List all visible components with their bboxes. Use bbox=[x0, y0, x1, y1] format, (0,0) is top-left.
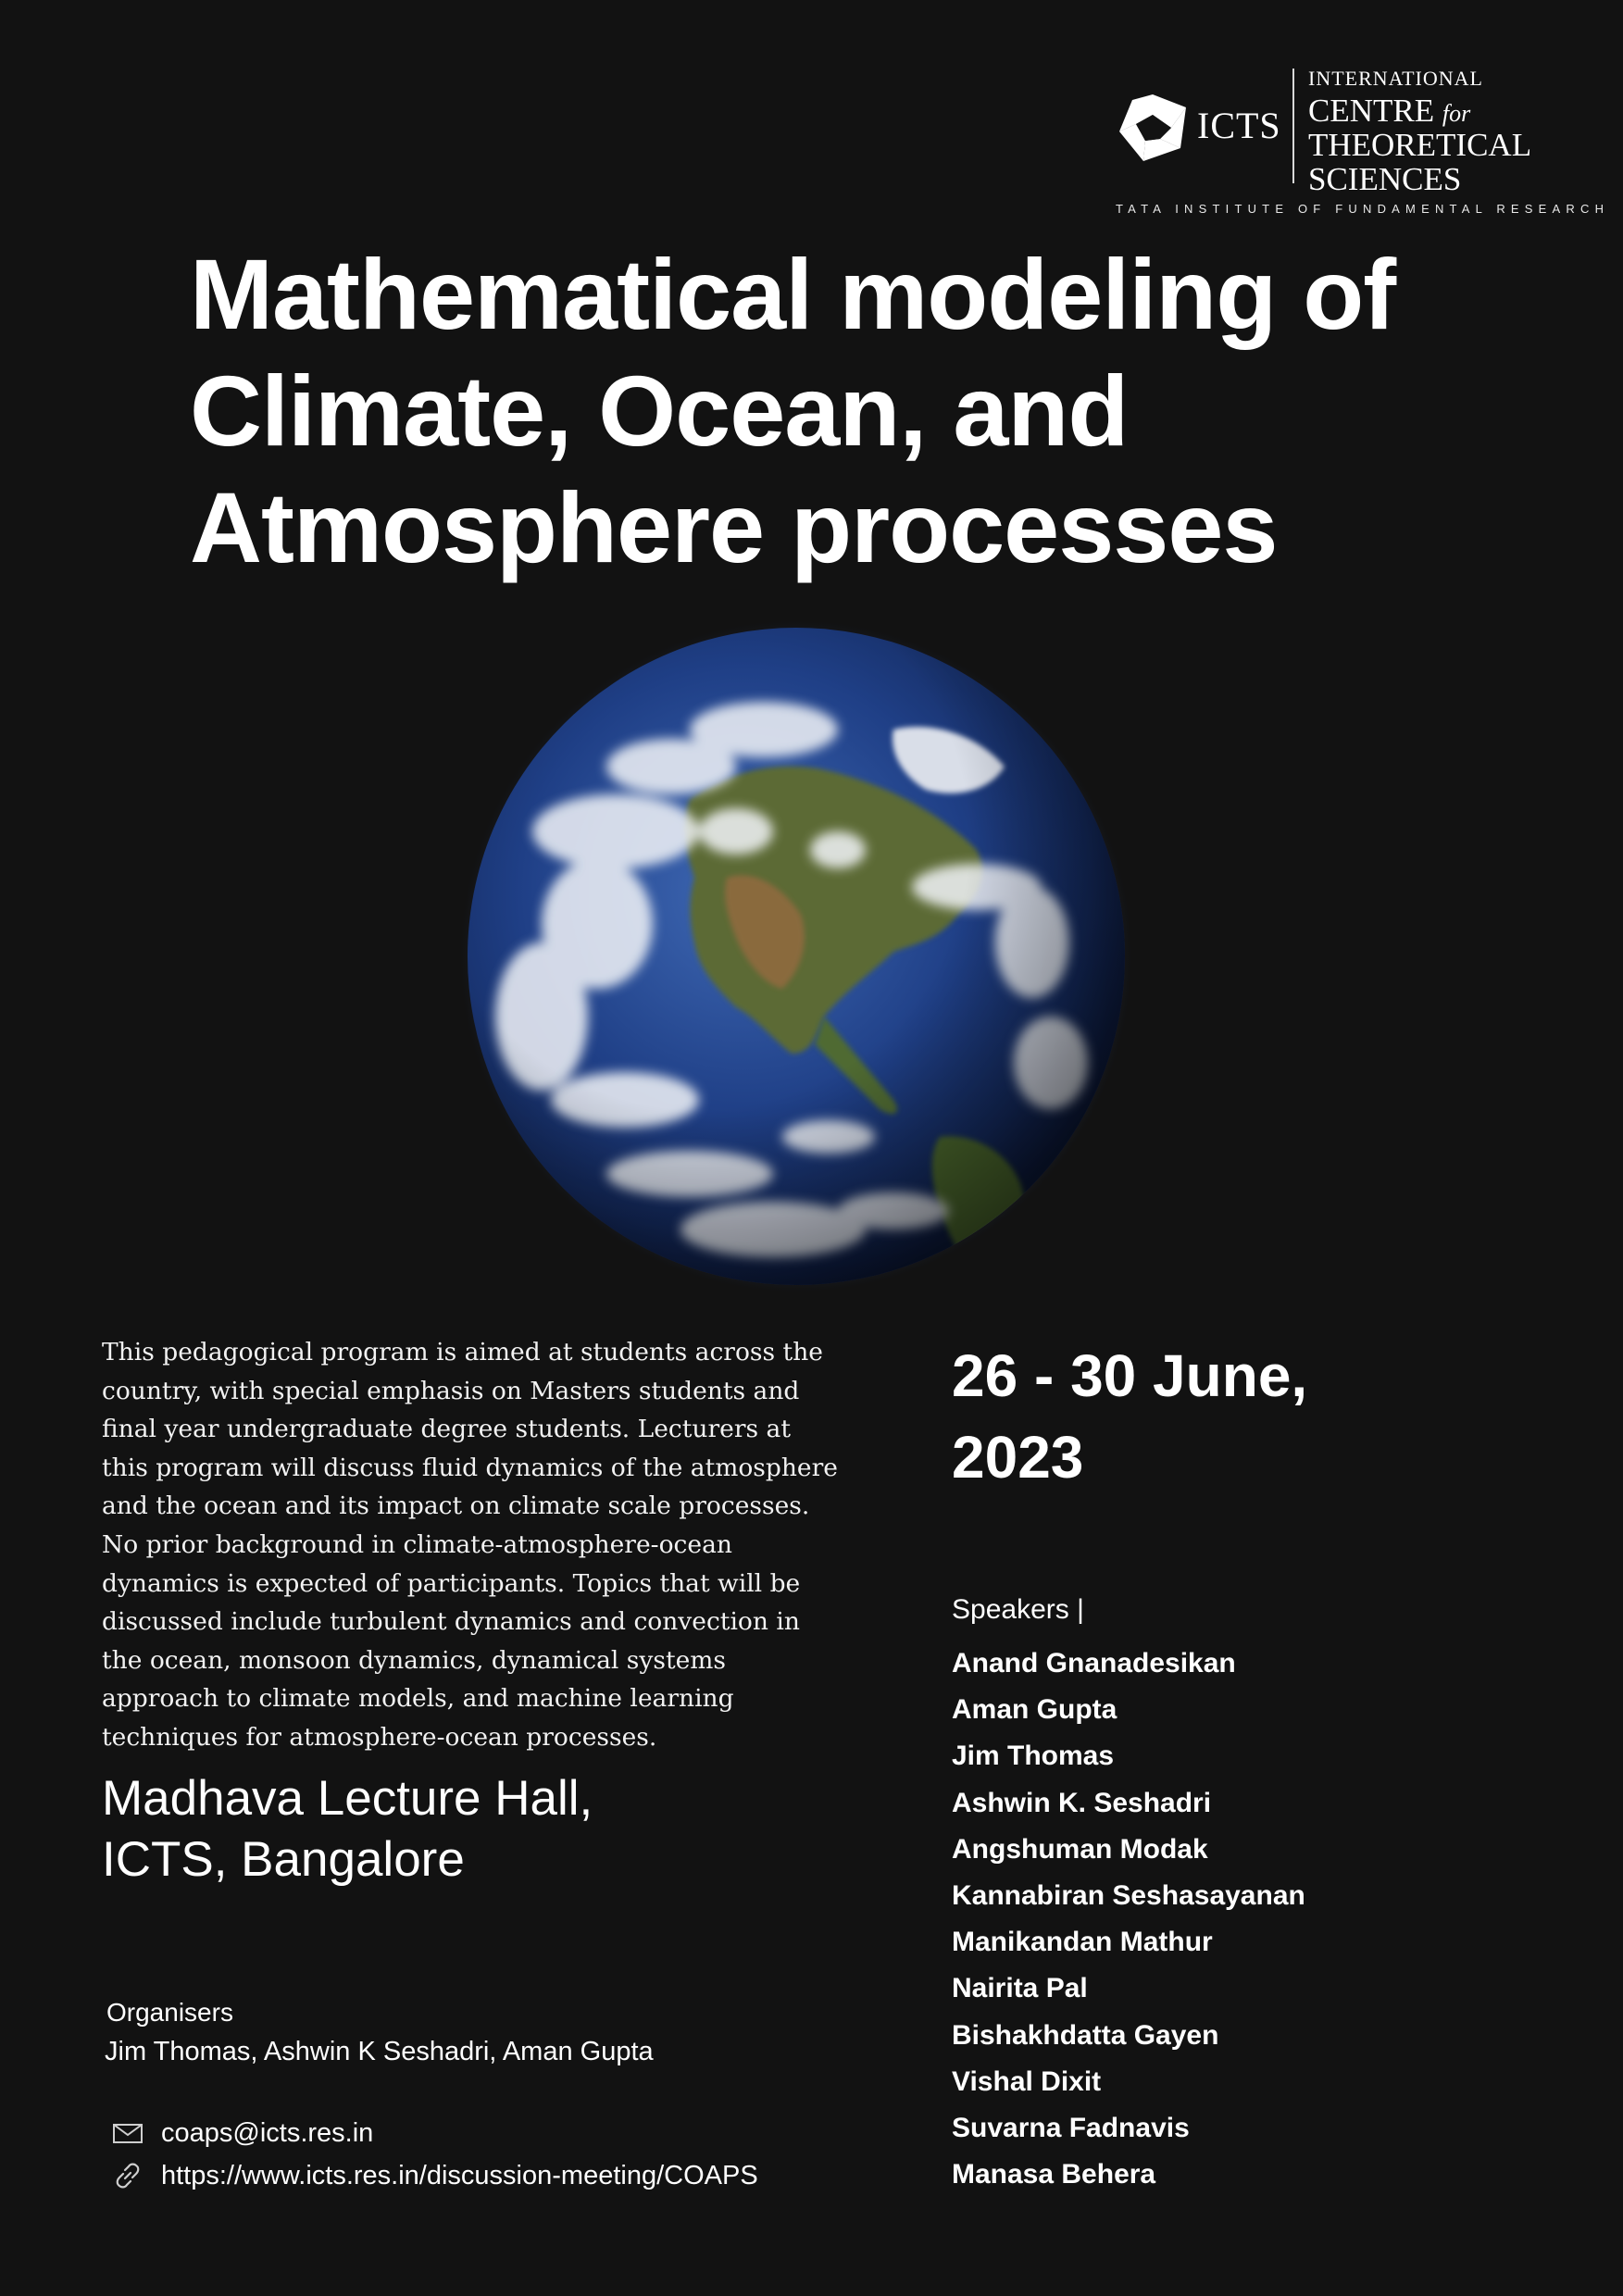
title-line-3: Atmosphere processes bbox=[190, 471, 1278, 583]
contact-url[interactable]: https://www.icts.res.in/discussion-meeting/COAPS bbox=[161, 2160, 758, 2190]
speaker-name: Kannabiran Seshasayanan bbox=[952, 1880, 1305, 1912]
title-line-2: Climate, Ocean, and bbox=[190, 355, 1129, 467]
speakers-label: Speakers | bbox=[952, 1594, 1084, 1625]
venue-line-2: ICTS, Bangalore bbox=[102, 1832, 465, 1887]
speaker-name: Nairita Pal bbox=[952, 1973, 1088, 2004]
speaker-name: Ashwin K. Seshadri bbox=[952, 1787, 1212, 1818]
logo-parent-institute: TATA INSTITUTE OF FUNDAMENTAL RESEARCH bbox=[1116, 202, 1610, 216]
contact-email-row[interactable] bbox=[111, 2115, 373, 2152]
speaker-name: Jim Thomas bbox=[952, 1741, 1115, 1772]
logo-divider bbox=[1292, 69, 1294, 183]
speakers-list bbox=[952, 1641, 1305, 2198]
speaker-name: Anand Gnanadesikan bbox=[952, 1648, 1236, 1678]
program-description: This pedagogical program is aimed at students across the country, with special emphasis on Masters students and final year undergraduate degree students. Lecturers at this program will discuss fluid dynamics of the atmosphere and the ocean and its impact on climate scale processes. No prior background in climate-atmosphere-ocean dynamics is expected of participants. Topics that will be discussed include turbulent dynamics and convection in the ocean, monsoon dynamics, dynamical systems approach to climate models, and machine learning techniques for atmosphere-ocean processes. bbox=[102, 1338, 838, 1752]
speaker-name: Suvarna Fadnavis bbox=[952, 2113, 1190, 2144]
logo-line-international: INTERNATIONAL bbox=[1308, 67, 1483, 90]
link-icon bbox=[111, 2161, 144, 2190]
logo-line-sciences: SCIENCES bbox=[1308, 161, 1462, 197]
envelope-icon bbox=[111, 2118, 144, 2148]
contact-url-row[interactable] bbox=[111, 2157, 758, 2194]
speaker-name: Bishakhdatta Gayen bbox=[952, 2019, 1219, 2051]
organisers-names: Jim Thomas, Ashwin K Seshadri, Aman Gupta bbox=[105, 2037, 654, 2066]
speaker-name: Aman Gupta bbox=[952, 1694, 1117, 1726]
speaker-name: Vishal Dixit bbox=[952, 2065, 1102, 2097]
speaker-name: Angshuman Modak bbox=[952, 1833, 1208, 1865]
speaker-name: Manikandan Mathur bbox=[952, 1927, 1213, 1958]
speaker-name: Manasa Behera bbox=[952, 2159, 1156, 2190]
page-title bbox=[190, 236, 1440, 586]
icts-logo bbox=[1116, 65, 1610, 222]
logo-line-centre bbox=[1308, 94, 1531, 127]
icts-logo-mark-icon bbox=[1116, 91, 1190, 165]
logo-line-theoretical: THEORETICAL bbox=[1308, 127, 1532, 163]
venue-line-1: Madhava Lecture Hall, bbox=[102, 1771, 593, 1826]
contact-email[interactable]: coaps@icts.res.in bbox=[161, 2117, 374, 2148]
earth-image bbox=[458, 618, 1134, 1294]
venue bbox=[102, 1768, 750, 1890]
dates-line-2: 2023 bbox=[952, 1424, 1084, 1491]
logo-for-word: for bbox=[1442, 100, 1471, 127]
organisers-label: Organisers bbox=[106, 1998, 233, 2027]
logo-centre-word: CENTRE bbox=[1308, 93, 1435, 129]
logo-wordmark bbox=[1308, 65, 1531, 195]
dates-line-1: 26 - 30 June, bbox=[952, 1342, 1308, 1409]
event-dates bbox=[952, 1335, 1554, 1498]
title-line-1: Mathematical modeling of bbox=[190, 238, 1396, 350]
logo-acronym: ICTS bbox=[1197, 105, 1281, 146]
